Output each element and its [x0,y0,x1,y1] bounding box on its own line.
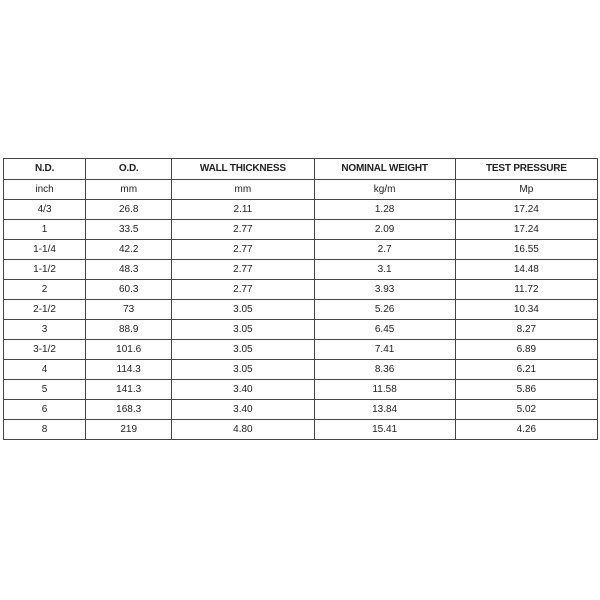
cell-od: 73 [86,300,172,320]
cell-nd: 8 [4,420,86,440]
cell-wall-thickness: 4.80 [172,420,314,440]
cell-od: 114.3 [86,360,172,380]
header-wall-thickness: WALL THICKNESS [172,159,314,180]
header-od: O.D. [86,159,172,180]
cell-nd: 5 [4,380,86,400]
unit-nd: inch [4,180,86,200]
cell-test-pressure: 14.48 [455,260,597,280]
cell-wall-thickness: 2.77 [172,260,314,280]
table-row [4,220,598,240]
cell-nd: 2-1/2 [4,300,86,320]
cell-nd: 6 [4,400,86,420]
table-row [4,260,598,280]
cell-test-pressure: 10.34 [455,300,597,320]
cell-od: 48.3 [86,260,172,280]
cell-test-pressure: 5.86 [455,380,597,400]
pipe-spec-table [3,158,598,440]
cell-nominal-weight: 2.7 [314,240,455,260]
cell-test-pressure: 6.89 [455,340,597,360]
table-row [4,360,598,380]
cell-nominal-weight: 13.84 [314,400,455,420]
table-body [4,159,598,440]
cell-wall-thickness: 2.77 [172,220,314,240]
cell-wall-thickness: 3.05 [172,360,314,380]
table-row [4,420,598,440]
cell-wall-thickness: 3.05 [172,320,314,340]
cell-od: 33.5 [86,220,172,240]
cell-wall-thickness: 3.40 [172,400,314,420]
cell-test-pressure: 5.02 [455,400,597,420]
table-row [4,320,598,340]
table-row [4,200,598,220]
units-row [4,180,598,200]
header-test-pressure: TEST PRESSURE [455,159,597,180]
cell-nominal-weight: 5.26 [314,300,455,320]
cell-od: 141.3 [86,380,172,400]
cell-od: 101.6 [86,340,172,360]
cell-test-pressure: 16.55 [455,240,597,260]
cell-test-pressure: 6.21 [455,360,597,380]
cell-od: 88.9 [86,320,172,340]
cell-wall-thickness: 3.40 [172,380,314,400]
cell-test-pressure: 17.24 [455,220,597,240]
cell-test-pressure: 8.27 [455,320,597,340]
cell-od: 26.8 [86,200,172,220]
header-nominal-weight: NOMINAL WEIGHT [314,159,455,180]
cell-nominal-weight: 3.93 [314,280,455,300]
cell-wall-thickness: 2.11 [172,200,314,220]
cell-nominal-weight: 3.1 [314,260,455,280]
cell-nd: 4/3 [4,200,86,220]
unit-od: mm [86,180,172,200]
cell-nd: 1-1/4 [4,240,86,260]
cell-nominal-weight: 1.28 [314,200,455,220]
unit-nominal-weight: kg/m [314,180,455,200]
cell-nominal-weight: 15.41 [314,420,455,440]
table-row [4,340,598,360]
cell-test-pressure: 4.26 [455,420,597,440]
cell-wall-thickness: 2.77 [172,240,314,260]
cell-nd: 4 [4,360,86,380]
cell-nominal-weight: 2.09 [314,220,455,240]
table-row [4,380,598,400]
header-nd: N.D. [4,159,86,180]
cell-od: 42.2 [86,240,172,260]
cell-wall-thickness: 2.77 [172,280,314,300]
cell-nominal-weight: 8.36 [314,360,455,380]
cell-nd: 3-1/2 [4,340,86,360]
cell-od: 219 [86,420,172,440]
table-row [4,300,598,320]
cell-nominal-weight: 7.41 [314,340,455,360]
table-row [4,280,598,300]
cell-test-pressure: 11.72 [455,280,597,300]
cell-wall-thickness: 3.05 [172,300,314,320]
cell-nd: 1-1/2 [4,260,86,280]
unit-wall-thickness: mm [172,180,314,200]
table-row [4,240,598,260]
cell-od: 60.3 [86,280,172,300]
cell-nd: 2 [4,280,86,300]
cell-nominal-weight: 11.58 [314,380,455,400]
header-row [4,159,598,180]
table-row [4,400,598,420]
cell-od: 168.3 [86,400,172,420]
unit-test-pressure: Mp [455,180,597,200]
cell-wall-thickness: 3.05 [172,340,314,360]
cell-nd: 3 [4,320,86,340]
cell-nd: 1 [4,220,86,240]
cell-test-pressure: 17.24 [455,200,597,220]
cell-nominal-weight: 6.45 [314,320,455,340]
